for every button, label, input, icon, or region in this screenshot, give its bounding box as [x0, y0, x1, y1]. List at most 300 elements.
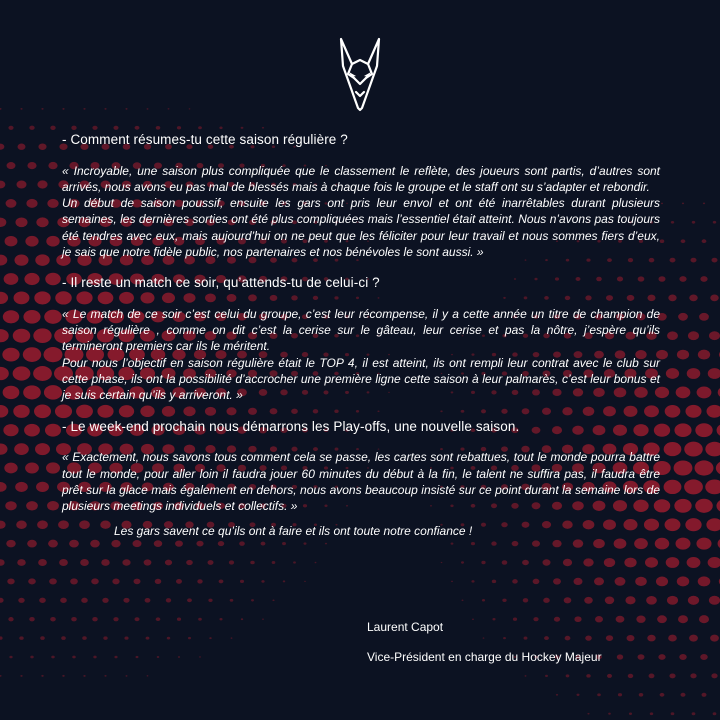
decorative-dot: [135, 126, 140, 130]
decorative-dot: [29, 126, 34, 130]
decorative-dot: [14, 292, 30, 305]
decorative-dot: [677, 350, 689, 360]
decorative-dot: [0, 181, 5, 189]
decorative-dot: [123, 598, 129, 603]
decorative-dot: [717, 423, 720, 436]
decorative-dot: [665, 518, 681, 531]
decorative-dot: [175, 540, 183, 546]
decorative-dot: [5, 236, 18, 246]
decorative-dot: [606, 635, 613, 641]
decorative-dot: [44, 310, 62, 324]
decorative-dot: [574, 578, 583, 585]
decorative-dot: [92, 617, 97, 621]
decorative-dot: [38, 559, 47, 566]
decorative-dot: [125, 675, 127, 677]
decorative-dot: [50, 617, 56, 621]
decorative-dot: [692, 712, 696, 715]
decorative-dot: [708, 557, 720, 568]
answer-text: [62, 449, 660, 514]
decorative-dot: [0, 598, 4, 603]
decorative-dot: [0, 292, 8, 304]
decorative-dot: [26, 199, 37, 208]
decorative-dot: [684, 479, 703, 494]
decorative-dot: [0, 108, 2, 110]
decorative-dot: [646, 596, 657, 605]
decorative-dot: [491, 541, 496, 545]
decorative-dot: [674, 423, 691, 437]
decorative-dot: [503, 637, 506, 639]
decorative-dot: [481, 561, 485, 564]
decorative-dot: [554, 617, 560, 622]
decorative-dot: [198, 618, 202, 621]
decorative-dot: [565, 636, 571, 641]
signature-name: Laurent Capot: [367, 620, 444, 634]
decorative-dot: [4, 273, 19, 285]
decorative-dot: [691, 258, 697, 263]
decorative-dot: [556, 694, 558, 696]
decorative-dot: [83, 108, 85, 110]
decorative-dot: [8, 126, 13, 130]
decorative-dot: [15, 482, 28, 492]
decorative-dot: [16, 520, 27, 528]
decorative-dot: [492, 580, 496, 584]
decorative-dot: [472, 618, 474, 620]
decorative-dot: [667, 331, 678, 340]
decorative-dot: [122, 559, 130, 566]
decorative-dot: [82, 636, 86, 640]
decorative-dot: [566, 674, 570, 677]
decorative-dot: [48, 540, 58, 548]
decorative-dot: [165, 560, 172, 566]
question-heading: - Le week-end prochain nous démarrons les Play-offs, une nouvelle saison.: [62, 418, 520, 434]
decorative-dot: [101, 559, 109, 566]
decorative-dot: [231, 637, 233, 638]
decorative-dot: [47, 501, 59, 511]
decorative-dot: [44, 385, 62, 400]
decorative-dot: [40, 636, 45, 640]
decorative-dot: [701, 693, 706, 697]
decorative-dot: [157, 656, 160, 658]
answer-text: [62, 306, 660, 404]
decorative-dot: [711, 673, 717, 678]
decorative-dot: [625, 596, 635, 604]
decorative-dot: [668, 635, 677, 642]
decorative-dot: [112, 578, 119, 584]
decorative-dot: [114, 656, 117, 659]
decorative-dot: [617, 654, 623, 659]
decorative-dot: [678, 313, 688, 321]
decorative-dot: [208, 599, 212, 602]
decorative-dot: [615, 577, 626, 586]
decorative-dot: [0, 144, 4, 150]
decorative-dot: [13, 329, 30, 343]
decorative-dot: [687, 557, 701, 568]
decorative-dot: [696, 538, 711, 550]
decorative-dot: [545, 675, 548, 677]
decorative-dot: [605, 597, 614, 605]
decorative-dot: [583, 558, 593, 566]
decorative-dot: [584, 597, 593, 604]
decorative-dot: [262, 619, 264, 620]
decorative-dot: [19, 636, 23, 640]
decorative-dot: [543, 598, 550, 603]
decorative-dot: [208, 560, 214, 565]
decorative-dot: [133, 540, 142, 547]
decorative-dot: [0, 559, 5, 566]
decorative-dot: [706, 518, 720, 531]
decorative-dot: [20, 108, 22, 110]
decorative-dot: [13, 366, 31, 380]
decorative-dot: [669, 673, 675, 678]
decorative-dot: [24, 424, 40, 437]
decorative-dot: [2, 348, 19, 362]
decorative-dot: [5, 501, 16, 510]
decorative-dot: [665, 405, 681, 418]
decorative-dot: [24, 273, 39, 285]
decorative-dot: [666, 368, 679, 379]
decorative-dot: [62, 108, 64, 110]
decorative-dot: [688, 331, 699, 340]
decorative-dot: [608, 713, 611, 715]
decorative-dot: [649, 674, 655, 679]
decorative-dot: [544, 636, 549, 640]
decorative-dot: [703, 203, 705, 205]
decorative-dot: [293, 561, 296, 563]
decorative-dot: [702, 239, 707, 243]
decorative-dot: [597, 693, 601, 696]
decorative-dot: [239, 541, 245, 546]
decorative-dot: [638, 654, 645, 660]
decorative-dot: [103, 636, 107, 639]
decorative-dot: [60, 598, 67, 603]
decorative-dot: [671, 221, 674, 224]
decorative-dot: [27, 540, 37, 548]
decorative-dot: [6, 199, 17, 208]
decorative-dot: [700, 654, 708, 660]
decorative-dot: [27, 162, 36, 169]
decorative-dot: [146, 637, 150, 640]
decorative-dot: [483, 637, 485, 638]
decorative-dot: [690, 673, 696, 678]
decorative-dot: [104, 108, 106, 110]
decorative-dot: [36, 482, 49, 492]
decorative-dot: [639, 693, 644, 697]
decorative-dot: [198, 126, 202, 129]
decorative-dot: [713, 221, 716, 224]
decorative-dot: [634, 538, 648, 549]
closing-statement: Les gars savent ce qu’ils ont à faire et ils ont toute notre confiance !: [114, 524, 473, 539]
decorative-dot: [92, 126, 97, 130]
decorative-dot: [23, 347, 41, 362]
decorative-dot: [261, 542, 266, 546]
decorative-dot: [51, 656, 54, 659]
decorative-dot: [0, 218, 6, 227]
answer-paragraph: Pour nous l’objectif en saison régulière était le TOP 4, il est atteint, ils ont rempli leur contrat avec le club sur cette phase, ils ont la possibilité d’accrocher une première ligne cette saison à leur palmarès, c’est leur bonus et je suis certain qu’ils y arriveront. »: [62, 355, 660, 403]
decorative-dot: [451, 581, 453, 583]
decorative-dot: [156, 126, 161, 130]
decorative-dot: [91, 578, 99, 584]
decorative-dot: [178, 656, 180, 658]
decorative-dot: [679, 654, 686, 660]
decorative-dot: [523, 598, 528, 602]
decorative-dot: [679, 276, 686, 282]
decorative-dot: [462, 600, 464, 602]
decorative-dot: [29, 617, 35, 621]
decorative-dot: [624, 558, 636, 568]
decorative-dot: [81, 598, 88, 603]
decorative-dot: [14, 443, 29, 455]
decorative-dot: [656, 577, 668, 587]
decorative-dot: [688, 596, 699, 605]
decorative-dot: [0, 636, 3, 639]
decorative-dot: [7, 578, 14, 584]
decorative-dot: [45, 424, 61, 437]
decorative-dot: [229, 560, 234, 564]
decorative-dot: [197, 579, 202, 583]
decorative-dot: [187, 598, 192, 602]
decorative-dot: [689, 294, 698, 301]
decorative-dot: [594, 577, 604, 585]
decorative-dot: [219, 579, 224, 583]
decorative-dot: [113, 126, 118, 130]
decorative-dot: [595, 616, 603, 622]
decorative-dot: [304, 581, 306, 582]
decorative-dot: [661, 203, 663, 205]
decorative-dot: [71, 126, 76, 130]
decorative-dot: [666, 557, 680, 568]
decorative-dot: [655, 538, 669, 550]
decorative-dot: [209, 637, 211, 639]
decorative-dot: [533, 579, 540, 584]
decorative-dot: [716, 461, 720, 476]
decorative-dot: [16, 180, 26, 188]
decorative-dot: [650, 712, 653, 715]
decorative-dot: [524, 637, 528, 640]
decorative-dot: [219, 618, 222, 620]
decorative-dot: [657, 615, 667, 623]
decorative-dot: [80, 559, 89, 566]
decorative-dot: [0, 255, 7, 266]
wolf-head-logo: [332, 36, 388, 112]
decorative-dot: [671, 712, 675, 715]
decorative-dot: [492, 618, 495, 620]
decorative-dot: [176, 579, 182, 584]
decorative-dot: [59, 559, 68, 566]
decorative-dot: [188, 637, 191, 639]
decorative-dot: [41, 675, 43, 677]
decorative-dot: [62, 675, 64, 677]
decorative-dot: [147, 108, 149, 110]
decorative-dot: [553, 578, 561, 584]
decorative-dot: [282, 542, 286, 545]
decorative-dot: [670, 258, 676, 263]
answer-paragraph: « Exactement, nous savons tous comment cela se passe, les cartes sont rebattues, tout le monde pourra battre tout le monde, pour aller loin il faudra jouer 60 minutes du début à la fin, le talent ne suffira pas, il faudra être prêt sur la glace mais également en dehors, nous avons beaucoup insisté sur ce point durant la semaine lors de plusieurs meetings individuels et collectifs. »: [62, 450, 660, 514]
decorative-dot: [710, 295, 718, 302]
decorative-dot: [563, 559, 572, 566]
decorative-dot: [283, 580, 286, 582]
decorative-dot: [695, 499, 713, 513]
decorative-dot: [461, 561, 464, 563]
decorative-dot: [564, 597, 572, 603]
decorative-dot: [240, 580, 244, 583]
decorative-dot: [25, 462, 39, 473]
decorative-dot: [262, 127, 264, 129]
decorative-dot: [272, 561, 276, 564]
decorative-dot: [199, 656, 201, 657]
decorative-dot: [39, 598, 46, 603]
decorative-dot: [708, 368, 720, 379]
decorative-dot: [512, 579, 518, 583]
decorative-dot: [674, 460, 693, 475]
decorative-dot: [111, 540, 120, 547]
decorative-dot: [36, 217, 48, 227]
decorative-dot: [697, 386, 712, 398]
decorative-dot: [660, 693, 665, 697]
decorative-dot: [700, 276, 707, 282]
decorative-dot: [7, 162, 16, 169]
decorative-dot: [135, 617, 140, 621]
decorative-dot: [8, 617, 13, 621]
decorative-dot: [4, 463, 17, 474]
decorative-dot: [593, 539, 605, 548]
decorative-dot: [695, 423, 712, 437]
decorative-dot: [251, 599, 254, 601]
decorative-dot: [577, 694, 580, 696]
decorative-dot: [716, 499, 720, 513]
decorative-dot: [685, 405, 701, 418]
decorative-dot: [9, 656, 12, 659]
decorative-dot: [699, 615, 709, 623]
decorative-dot: [37, 520, 48, 529]
decorative-dot: [70, 578, 78, 584]
decorative-dot: [34, 405, 51, 419]
decorative-dot: [218, 541, 224, 546]
decorative-dot: [261, 580, 264, 583]
decorative-dot: [46, 462, 60, 473]
decorative-dot: [698, 576, 711, 586]
decorative-dot: [678, 615, 688, 623]
decorative-dot: [707, 405, 720, 418]
decorative-dot: [684, 442, 703, 457]
decorative-dot: [664, 480, 682, 494]
decorative-dot: [451, 542, 454, 544]
decorative-dot: [636, 615, 645, 622]
decorative-dot: [272, 599, 274, 601]
decorative-dot: [524, 675, 526, 677]
answer-paragraph: « Le match de ce soir c’est celui du groupe, c’est leur récompense, il y a cette année un titre de champion de saison régulière , comme on dit c’est la cerise sur le gâteau, leur cerise et pas la nôtre, j’espère qu’ils termineront premiers car ils le méritent.: [62, 306, 660, 354]
section-1: [62, 131, 660, 260]
decorative-dot: [513, 618, 517, 621]
decorative-dot: [45, 273, 60, 285]
decorative-dot: [0, 443, 8, 454]
decorative-dot: [147, 675, 149, 676]
decorative-dot: [166, 598, 171, 602]
decorative-dot: [709, 596, 720, 605]
decorative-dot: [30, 656, 33, 659]
decorative-dot: [26, 501, 38, 510]
signature-title: Vice-Président en charge du Hockey Majeur: [367, 650, 602, 664]
decorative-dot: [0, 482, 7, 492]
decorative-dot: [156, 617, 161, 621]
decorative-dot: [25, 236, 38, 247]
decorative-dot: [532, 540, 540, 546]
decorative-dot: [71, 617, 77, 621]
decorative-dot: [645, 557, 658, 567]
decorative-dot: [699, 313, 709, 321]
decorative-dot: [102, 598, 108, 603]
decorative-dot: [689, 635, 698, 642]
decorative-dot: [676, 538, 691, 550]
decorative-dot: [441, 562, 443, 563]
decorative-dot: [660, 239, 665, 243]
decorative-dot: [13, 405, 29, 418]
decorative-dot: [44, 347, 63, 362]
decorative-dot: [647, 635, 655, 642]
decorative-dot: [38, 143, 46, 149]
decorative-dot: [189, 108, 191, 109]
decorative-dot: [145, 598, 151, 603]
decorative-dot: [241, 618, 243, 620]
decorative-dot: [0, 521, 6, 529]
decorative-dot: [18, 598, 24, 603]
decorative-dot: [35, 443, 50, 455]
decorative-dot: [18, 144, 26, 150]
decorative-dot: [667, 596, 678, 605]
decorative-dot: [533, 617, 538, 621]
decorative-dot: [471, 542, 475, 545]
decorative-dot: [573, 539, 584, 547]
decorative-dot: [93, 656, 96, 659]
decorative-dot: [20, 675, 22, 677]
decorative-dot: [23, 310, 40, 324]
decorative-dot: [47, 199, 58, 208]
decorative-dot: [304, 542, 307, 544]
decorative-dot: [627, 635, 635, 641]
decorative-dot: [0, 367, 9, 380]
decorative-dot: [168, 108, 170, 109]
decorative-dot: [712, 258, 718, 263]
decorative-dot: [687, 368, 701, 379]
decorative-dot: [136, 656, 139, 658]
decorative-dot: [512, 541, 519, 546]
decorative-dot: [695, 460, 714, 475]
decorative-dot: [629, 712, 632, 714]
decorative-dot: [616, 616, 625, 623]
decorative-dot: [125, 108, 127, 110]
decorative-dot: [83, 675, 85, 677]
decorative-dot: [635, 577, 647, 586]
decorative-dot: [196, 541, 203, 547]
decorative-dot: [685, 518, 701, 531]
decorative-dot: [23, 385, 41, 399]
decorative-dot: [0, 405, 8, 418]
decorative-dot: [604, 558, 615, 567]
decorative-dot: [124, 636, 128, 639]
decorative-dot: [48, 162, 57, 169]
decorative-dot: [705, 479, 720, 494]
decorative-dot: [709, 331, 720, 340]
interview-content: [62, 131, 660, 538]
decorative-dot: [61, 636, 66, 640]
decorative-dot: [104, 675, 106, 677]
decorative-dot: [28, 578, 36, 584]
decorative-dot: [34, 291, 50, 304]
decorative-dot: [219, 126, 222, 129]
answer-paragraph: « Incroyable, une saison plus compliquée que le classement le reflète, des joueurs sont partis, d’autres sont arrivés, nous avons eu pas mal de blessés mais à chaque fois le groupe et le staff ont su s’adapter et rebondir.: [62, 163, 660, 194]
decorative-dot: [3, 386, 20, 399]
decorative-dot: [37, 180, 47, 188]
decorative-dot: [585, 635, 592, 640]
